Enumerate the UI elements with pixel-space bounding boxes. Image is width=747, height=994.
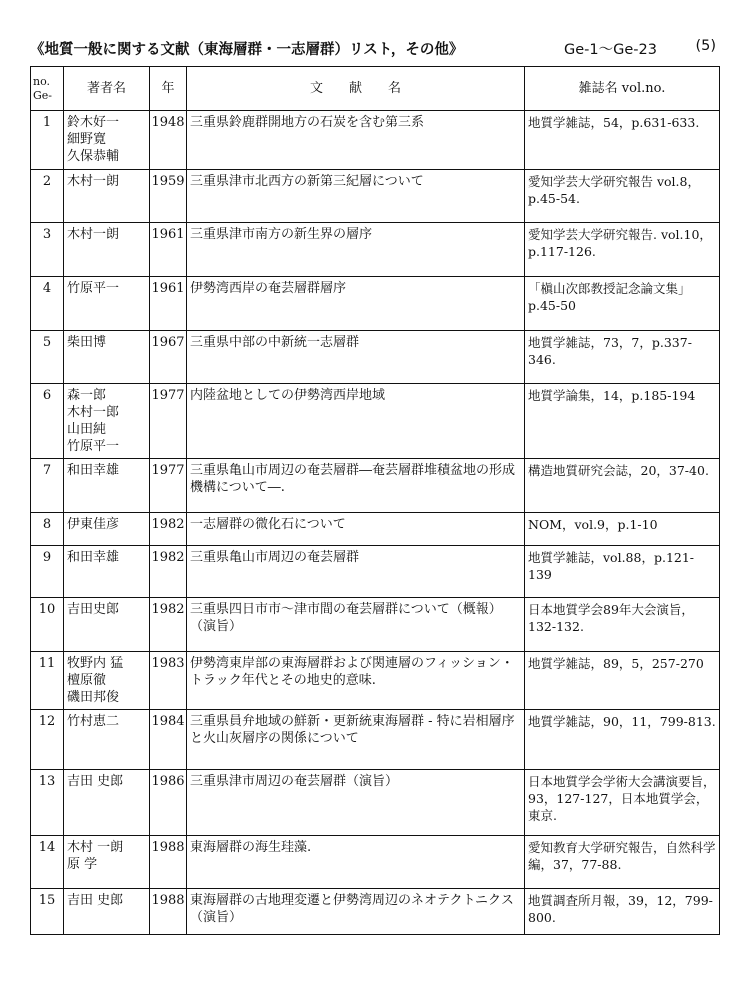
entry-title: 三重県鈴鹿群開地方の石炭を含む第三系 — [187, 111, 525, 170]
entry-title: 三重県員弁地域の鮮新・更新統東海層群 - 特に岩相層序と火山灰層序の関係について — [187, 710, 525, 770]
entry-authors — [64, 331, 150, 384]
entry-journal: 地質学雑誌，vol.88，p.121-139 — [525, 546, 720, 598]
entry-authors — [64, 459, 150, 513]
entry-authors — [64, 513, 150, 546]
entry-authors — [64, 111, 150, 170]
entry-authors — [64, 652, 150, 710]
entry-authors — [64, 277, 150, 331]
entry-number: 13 — [31, 770, 64, 836]
entry-title: 伊勢湾西岸の奄芸層群層序 — [187, 277, 525, 331]
entry-number: 5 — [31, 331, 64, 384]
entry-number: 11 — [31, 652, 64, 710]
entry-year: 1988 — [150, 889, 187, 935]
entry-year: 1967 — [150, 331, 187, 384]
entry-number: 15 — [31, 889, 64, 935]
entry-journal: 「槇山次郎教授記念論文集」p.45-50 — [525, 277, 720, 331]
entry-journal: 地質学雑誌，89，5，257-270 — [525, 652, 720, 710]
author-name: 吉田史郎 — [67, 602, 120, 617]
author-name: 和田幸雄 — [67, 463, 120, 478]
entry-title: 三重県津市周辺の奄芸層群（演旨） — [187, 770, 525, 836]
entry-title: 三重県四日市市～津市間の奄芸層群について（概報）（演旨） — [187, 598, 525, 652]
table-row — [31, 652, 720, 710]
entry-number: 6 — [31, 384, 64, 459]
entry-year: 1982 — [150, 546, 187, 598]
entry-journal: 日本地質学会学術大会講演要旨，93，127-127，日本地質学会，東京. — [525, 770, 720, 836]
entry-journal: 愛知学芸大学研究報告 vol.8，p.45-54. — [525, 170, 720, 223]
table-row — [31, 710, 720, 770]
entry-authors — [64, 770, 150, 836]
entry-authors — [64, 384, 150, 459]
column-header-journal: 雑誌名 vol.no. — [525, 67, 720, 111]
entry-year: 1982 — [150, 598, 187, 652]
entry-title: 三重県亀山市周辺の奄芸層群 — [187, 546, 525, 598]
entry-authors — [64, 223, 150, 277]
entry-authors — [64, 836, 150, 889]
entry-journal: 日本地質学会89年大会演旨，132-132. — [525, 598, 720, 652]
entry-journal: NOM，vol.9，p.1-10 — [525, 513, 720, 546]
entry-title: 東海層群の海生珪藻. — [187, 836, 525, 889]
author-name: 柴田博 — [67, 335, 107, 350]
table-row — [31, 459, 720, 513]
entry-year: 1984 — [150, 710, 187, 770]
entry-number: 4 — [31, 277, 64, 331]
column-header-title: 文 献 名 — [187, 67, 525, 111]
page-number: (5) — [695, 38, 716, 54]
table-header-row — [31, 67, 720, 111]
entry-number: 7 — [31, 459, 64, 513]
column-header-no-line1: no. — [33, 74, 51, 88]
entry-year: 1961 — [150, 277, 187, 331]
entry-journal: 構造地質研究会誌，20，37-40. — [525, 459, 720, 513]
entry-number: 8 — [31, 513, 64, 546]
entry-number: 10 — [31, 598, 64, 652]
table-row — [31, 170, 720, 223]
author-name: 木村一朗 — [67, 227, 120, 242]
entry-number: 9 — [31, 546, 64, 598]
table-row — [31, 770, 720, 836]
column-header-no — [31, 67, 64, 111]
author-name: 竹原平一 — [67, 281, 120, 296]
author-name: 森一郎 — [67, 388, 107, 403]
entry-journal: 愛知学芸大学研究報告. vol.10，p.117-126. — [525, 223, 720, 277]
entry-title: 東海層群の古地理変遷と伊勢湾周辺のネオテクトニクス（演旨） — [187, 889, 525, 935]
entry-title: 三重県津市北西方の新第三紀層について — [187, 170, 525, 223]
author-name: 牧野内 猛 — [67, 656, 124, 671]
author-name: 原 学 — [67, 857, 98, 872]
entry-title: 三重県津市南方の新生界の層序 — [187, 223, 525, 277]
entry-title: 三重県亀山市周辺の奄芸層群―奄芸層群堆積盆地の形成機構について―. — [187, 459, 525, 513]
column-header-no-line2: Ge- — [33, 88, 53, 102]
author-name: 吉田 史郎 — [67, 893, 124, 908]
entry-authors — [64, 889, 150, 935]
author-name: 山田純 — [67, 422, 107, 437]
table-row — [31, 513, 720, 546]
entry-number: 3 — [31, 223, 64, 277]
table-row — [31, 111, 720, 170]
entry-year: 1988 — [150, 836, 187, 889]
table-row — [31, 546, 720, 598]
entry-year: 1982 — [150, 513, 187, 546]
entry-number: 14 — [31, 836, 64, 889]
entry-authors — [64, 170, 150, 223]
table-row — [31, 384, 720, 459]
entry-journal: 地質学論集，14，p.185-194 — [525, 384, 720, 459]
entry-year: 1977 — [150, 384, 187, 459]
author-name: 久保恭輔 — [67, 149, 120, 164]
table-row — [31, 223, 720, 277]
entry-journal: 地質調査所月報，39，12，799-800. — [525, 889, 720, 935]
author-name: 竹原平一 — [67, 439, 120, 454]
entry-year: 1961 — [150, 223, 187, 277]
id-range: Ge-1～Ge-23 — [564, 42, 657, 58]
author-name: 竹村恵二 — [67, 714, 120, 729]
author-name: 木村一郎 — [67, 405, 120, 420]
table-row — [31, 836, 720, 889]
entry-number: 12 — [31, 710, 64, 770]
author-name: 木村 一朗 — [67, 840, 124, 855]
table-row — [31, 277, 720, 331]
table-row — [31, 889, 720, 935]
entry-authors — [64, 546, 150, 598]
entry-year: 1986 — [150, 770, 187, 836]
entry-year: 1983 — [150, 652, 187, 710]
entry-title: 伊勢湾東岸部の東海層群および関連層のフィッション・トラック年代とその地史的意味. — [187, 652, 525, 710]
author-name: 細野寛 — [67, 132, 107, 147]
entry-title: 内陸盆地としての伊勢湾西岸地域 — [187, 384, 525, 459]
table-row — [31, 598, 720, 652]
entry-year: 1959 — [150, 170, 187, 223]
author-name: 和田幸雄 — [67, 550, 120, 565]
entry-journal: 地質学雑誌，90，11，799-813. — [525, 710, 720, 770]
author-name: 木村一朗 — [67, 174, 120, 189]
entry-journal: 地質学雑誌，73，7，p.337-346. — [525, 331, 720, 384]
bibliography-table — [30, 66, 720, 935]
entry-authors — [64, 598, 150, 652]
author-name: 伊東佳彦 — [67, 517, 120, 532]
entry-year: 1977 — [150, 459, 187, 513]
author-name: 鈴木好一 — [67, 115, 120, 130]
entry-journal: 地質学雑誌，54，p.631-633. — [525, 111, 720, 170]
entry-year: 1948 — [150, 111, 187, 170]
entry-authors — [64, 710, 150, 770]
author-name: 檀原徹 — [67, 673, 107, 688]
entry-title: 三重県中部の中新統一志層群 — [187, 331, 525, 384]
entry-number: 1 — [31, 111, 64, 170]
author-name: 吉田 史郎 — [67, 774, 124, 789]
entry-title: 一志層群の微化石について — [187, 513, 525, 546]
page-header — [30, 38, 720, 60]
author-name: 磯田邦俊 — [67, 690, 120, 705]
table-row — [31, 331, 720, 384]
entry-journal: 愛知教育大学研究報告，自然科学編，37，77-88. — [525, 836, 720, 889]
column-header-author: 著者名 — [64, 67, 150, 111]
entry-number: 2 — [31, 170, 64, 223]
document-title: 《地質一般に関する文献（東海層群・一志層群）リスト，その他》 — [30, 42, 464, 58]
column-header-year: 年 — [150, 67, 187, 111]
table-body — [31, 111, 720, 935]
